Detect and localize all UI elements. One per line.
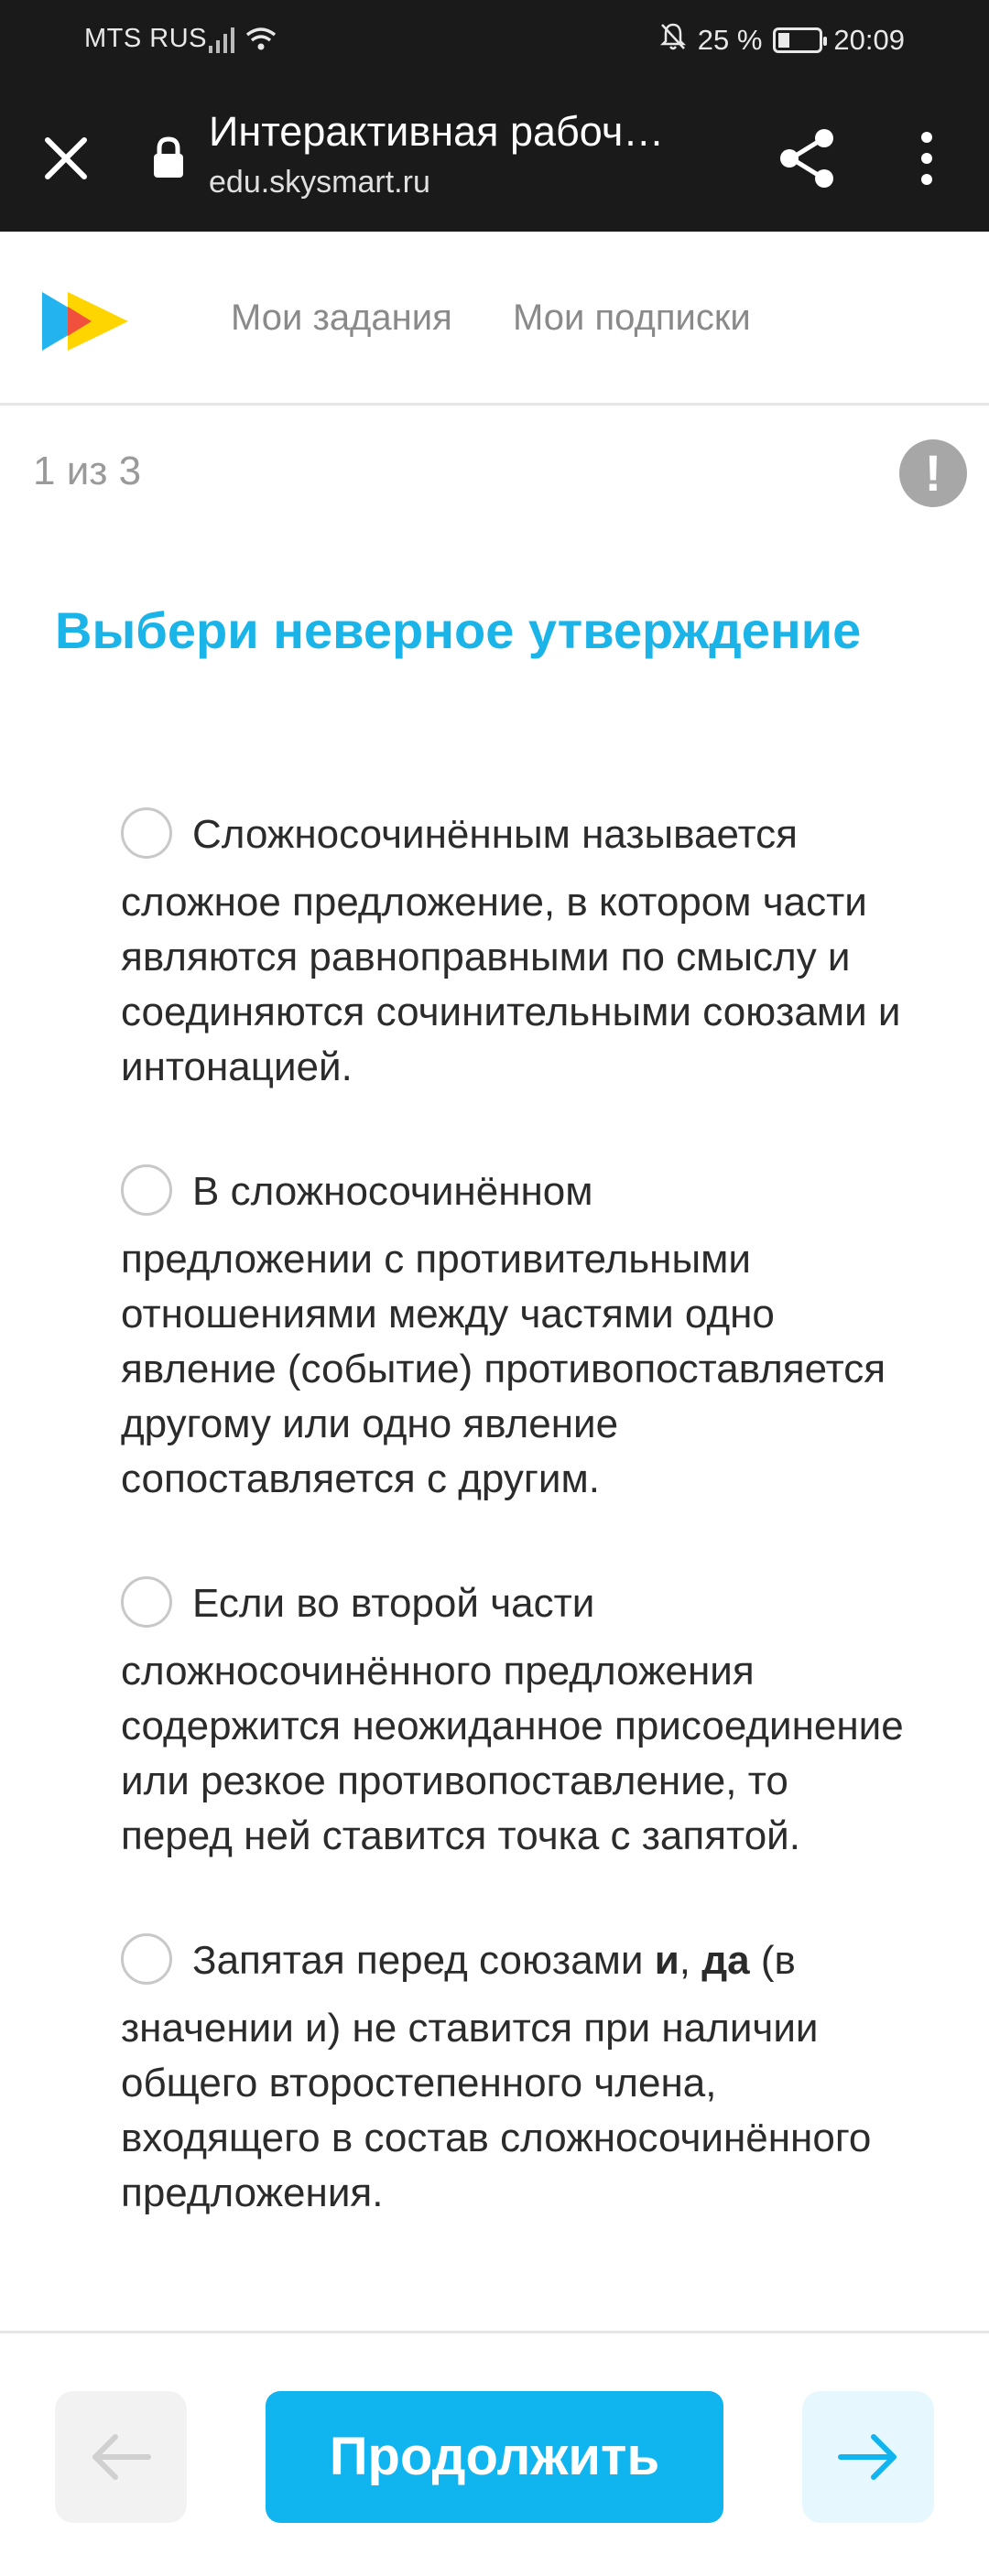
close-icon[interactable] xyxy=(38,131,93,186)
arrow-right-icon xyxy=(835,2430,901,2484)
carrier-name: MTS RUS xyxy=(84,24,207,53)
answer-option[interactable] xyxy=(121,807,908,1095)
next-button[interactable] xyxy=(802,2391,934,2523)
answer-option[interactable] xyxy=(121,1933,908,2221)
option-text-continued: сложное предложение, в котором части являются равноправными по смыслу и соединяются сочинительными союзами и интонацией. xyxy=(121,880,901,1090)
answer-option[interactable] xyxy=(121,1164,908,1507)
lock-icon xyxy=(150,135,187,181)
page-title: Интерактивная рабоч… xyxy=(209,108,665,155)
footer-divider xyxy=(0,2331,989,2333)
bold-conjunction: и xyxy=(654,1938,679,1983)
radio-button[interactable] xyxy=(121,1576,172,1628)
option-text-continued: значении и) не ставится при наличии общего второстепенного члена, входящего в состав сложносочинённого предложения. xyxy=(121,2006,872,2216)
answer-option[interactable] xyxy=(121,1576,908,1864)
option-text-prefix: Запятая перед союзами xyxy=(192,1938,655,1983)
site-header xyxy=(0,232,989,406)
option-text-continued: предложении с противительными отношениями между частями одно явление (событие) противопоставляется другому или одно явление сопоставляется с другим. xyxy=(121,1237,886,1502)
nav-my-subscriptions[interactable]: Мои подписки xyxy=(513,298,751,338)
signal-wifi-icon xyxy=(209,22,278,62)
arrow-left-icon xyxy=(88,2430,154,2484)
option-text-continued: сложносочинённого предложения содержится неожиданное присоединение или резкое противопоставление, то перед ней ставится точка с запятой. xyxy=(121,1649,904,1859)
bold-conjunction: да xyxy=(701,1938,750,1983)
status-right xyxy=(659,22,905,59)
mute-bell-icon xyxy=(659,22,687,59)
status-bar xyxy=(0,0,989,81)
radio-button[interactable] xyxy=(121,807,172,859)
more-menu-icon[interactable] xyxy=(908,128,945,189)
previous-button[interactable] xyxy=(55,2391,187,2523)
option-text: Сложносочинённым называется xyxy=(192,812,799,857)
option-text: В сложносочинённом xyxy=(192,1169,593,1214)
battery-icon xyxy=(773,27,822,53)
clock: 20:09 xyxy=(833,24,905,56)
radio-button[interactable] xyxy=(121,1164,172,1216)
comma: , xyxy=(679,1938,702,1983)
question-title: Выбери неверное утверждение xyxy=(55,601,862,659)
battery-percent: 25 % xyxy=(697,24,763,56)
continue-button[interactable]: Продолжить xyxy=(266,2391,723,2523)
radio-button[interactable] xyxy=(121,1933,172,1985)
task-progress: 1 из 3 xyxy=(33,449,142,493)
browser-toolbar xyxy=(0,81,989,232)
option-text-suffix: (в xyxy=(749,1938,796,1983)
skysmart-logo-icon[interactable] xyxy=(40,287,134,356)
nav-my-tasks[interactable]: Мои задания xyxy=(231,298,452,338)
report-issue-button[interactable]: ! xyxy=(899,439,967,507)
page-url[interactable]: edu.skysmart.ru xyxy=(209,165,430,200)
option-text: Если во второй части xyxy=(192,1581,595,1626)
share-icon[interactable] xyxy=(777,126,837,190)
